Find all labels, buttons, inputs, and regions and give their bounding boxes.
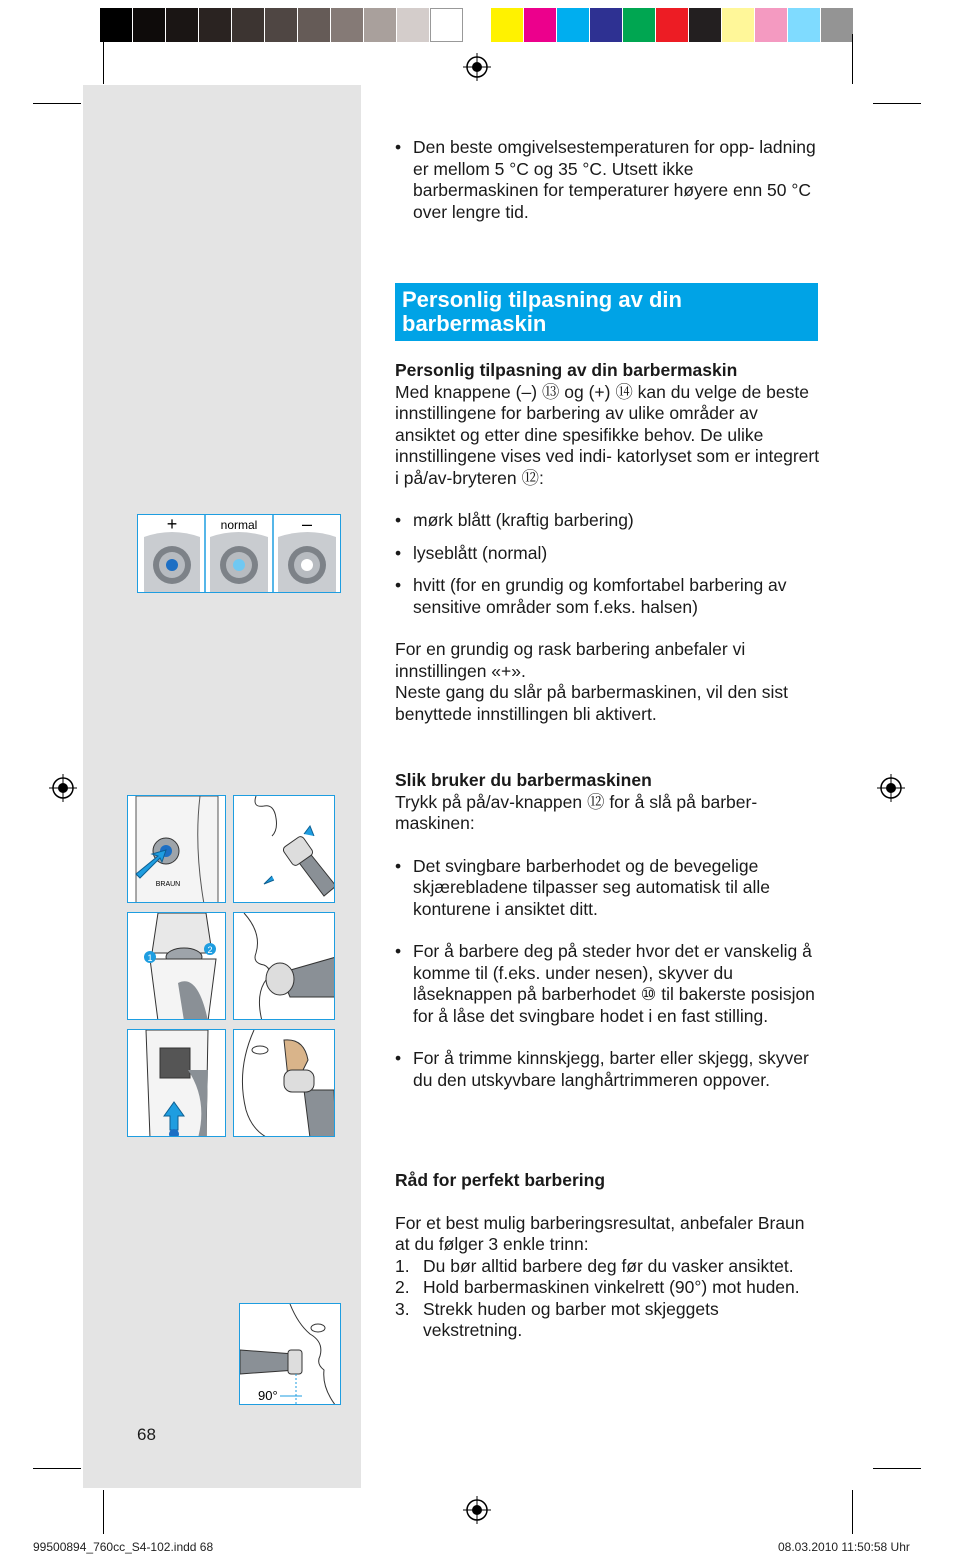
- color-swatch: [397, 8, 430, 42]
- crop-mark: [33, 1468, 81, 1469]
- usage-subheading: Slik bruker du barbermaskinen: [395, 770, 652, 790]
- sidebar-column: [83, 85, 361, 1488]
- temperature-note: [395, 137, 820, 223]
- color-swatch: [788, 8, 821, 42]
- registration-mark-icon: [49, 774, 77, 802]
- sideburns-figure: [233, 1029, 335, 1137]
- brand-label: BRAUN: [155, 881, 181, 888]
- list-item: 3. Strekk huden og barber mot skjeggets vekstretning.: [395, 1298, 719, 1340]
- color-swatch: [199, 8, 232, 42]
- color-swatch: [491, 8, 524, 42]
- list-item: • hvitt (for en grundig og komfortabel barbering av sensitive områder som f.eks. halsen): [395, 575, 787, 617]
- usage-section: [395, 770, 820, 1091]
- usage-intro: Trykk på på/av-knappen ⑫ for å slå på barber- maskinen:: [395, 791, 758, 833]
- crop-mark: [873, 103, 921, 104]
- list-item: • For å trimme kinnskjegg, barter eller skjegg, skyver du den utskyvbare langhårtrimmeren oppover.: [395, 1048, 809, 1090]
- crop-mark: [33, 103, 81, 104]
- led-dark-blue: [166, 559, 178, 571]
- personal-intro: Med knappene (–) ⑬ og (+) ⑭ kan du velge de beste innstillingene for barbering av ulike områder av ansiktet og etter dine spesifikke behov. De ulike innstillingene vises ved indi- katorlyset som er integrert i på/av-bryteren ⑫:: [395, 381, 820, 488]
- color-swatch: [331, 8, 364, 42]
- lock-head-figure: [127, 912, 226, 1020]
- next-text: Neste gang du slår på barbermaskinen, vil den sist benyttede innstillingen bli aktivert.: [395, 682, 788, 724]
- registration-mark-icon: [463, 1496, 491, 1524]
- step-1-label: 1: [147, 953, 153, 963]
- power-button-figure: [127, 795, 226, 903]
- color-swatch: [557, 8, 590, 42]
- crop-mark: [852, 34, 853, 84]
- under-nose-figure: [233, 912, 335, 1020]
- color-swatch: [623, 8, 656, 42]
- section-heading: Personlig tilpasning av din barbermaskin: [395, 283, 818, 341]
- color-swatch: [755, 8, 788, 42]
- indicator-illustration: [138, 515, 341, 593]
- list-item: 2. Hold barbermaskinen vinkelrett (90°) mot huden.: [395, 1277, 800, 1297]
- list-item: • For å barbere deg på steder hvor det er vanskelig å komme til (f.eks. under nesen), skyver du låseknappen på barberhodet ⑩ til bakerste posisjon for å låse det svingbare hodet i en fast stilling.: [395, 941, 815, 1026]
- list-item: • lyseblått (normal): [395, 542, 548, 563]
- color-swatch: [298, 8, 331, 42]
- angle-90-figure: [239, 1303, 341, 1405]
- crop-mark: [852, 1490, 853, 1534]
- shaving-contour-figure: [233, 795, 335, 903]
- step-2-label: 2: [207, 945, 213, 955]
- recommend-text: For en grundig og rask barbering anbefaler vi innstillingen «+».: [395, 639, 746, 681]
- trimmer-figure: [127, 1029, 226, 1137]
- minus-label: –: [301, 515, 313, 534]
- personal-settings-section: [395, 360, 820, 725]
- footer-date: 08.03.2010 11:50:58 Uhr: [778, 1540, 910, 1554]
- crop-mark: [103, 34, 104, 84]
- personal-subheading: Personlig tilpasning av din barbermaskin: [395, 360, 738, 380]
- color-swatch: [722, 8, 755, 42]
- normal-label: normal: [220, 518, 258, 532]
- color-swatch: [364, 8, 397, 42]
- led-light-blue: [233, 559, 245, 571]
- color-swatch: [590, 8, 623, 42]
- list-item: 1. Du bør alltid barbere deg før du vasker ansiktet.: [395, 1255, 794, 1276]
- swatch-gap: [463, 8, 491, 42]
- color-swatch: [430, 8, 463, 42]
- footer-file: 99500894_760cc_S4-102.indd 68: [33, 1540, 214, 1554]
- color-swatch: [100, 8, 133, 42]
- color-swatch: [166, 8, 199, 42]
- list-item: • Det svingbare barberhodet og de bevegelige skjærebladene tilpasser seg automatisk til alle konturene i ansiktet ditt.: [395, 855, 770, 919]
- list-item: • mørk blått (kraftig barbering): [395, 510, 634, 530]
- color-calibration-bar: [100, 8, 854, 42]
- registration-mark-icon: [463, 53, 491, 81]
- color-swatch: [133, 8, 166, 42]
- color-swatch: [689, 8, 722, 42]
- crop-mark: [873, 1468, 921, 1469]
- color-swatch: [265, 8, 298, 42]
- angle-label: 90°: [258, 1388, 278, 1403]
- color-swatch: [821, 8, 854, 42]
- led-white: [301, 559, 313, 571]
- list-item: • Den beste omgivelsestemperaturen for opp- ladning er mellom 5 °C og 35 °C. Utsett ikke barbermaskinen for temperaturer høyere enn 50 °C over lengre tid.: [395, 137, 816, 222]
- color-swatch: [656, 8, 689, 42]
- plus-label: +: [166, 515, 178, 534]
- tips-intro: For et best mulig barberingsresultat, anbefaler Braun at du følger 3 enkle trinn:: [395, 1212, 805, 1254]
- page-number: 68: [137, 1425, 156, 1444]
- color-swatch: [232, 8, 265, 42]
- tips-section: [395, 1170, 820, 1342]
- registration-mark-icon: [877, 774, 905, 802]
- tips-subheading: Råd for perfekt barbering: [395, 1170, 606, 1190]
- color-swatch: [524, 8, 557, 42]
- indicator-settings-figure: [137, 514, 341, 593]
- crop-mark: [103, 1490, 104, 1534]
